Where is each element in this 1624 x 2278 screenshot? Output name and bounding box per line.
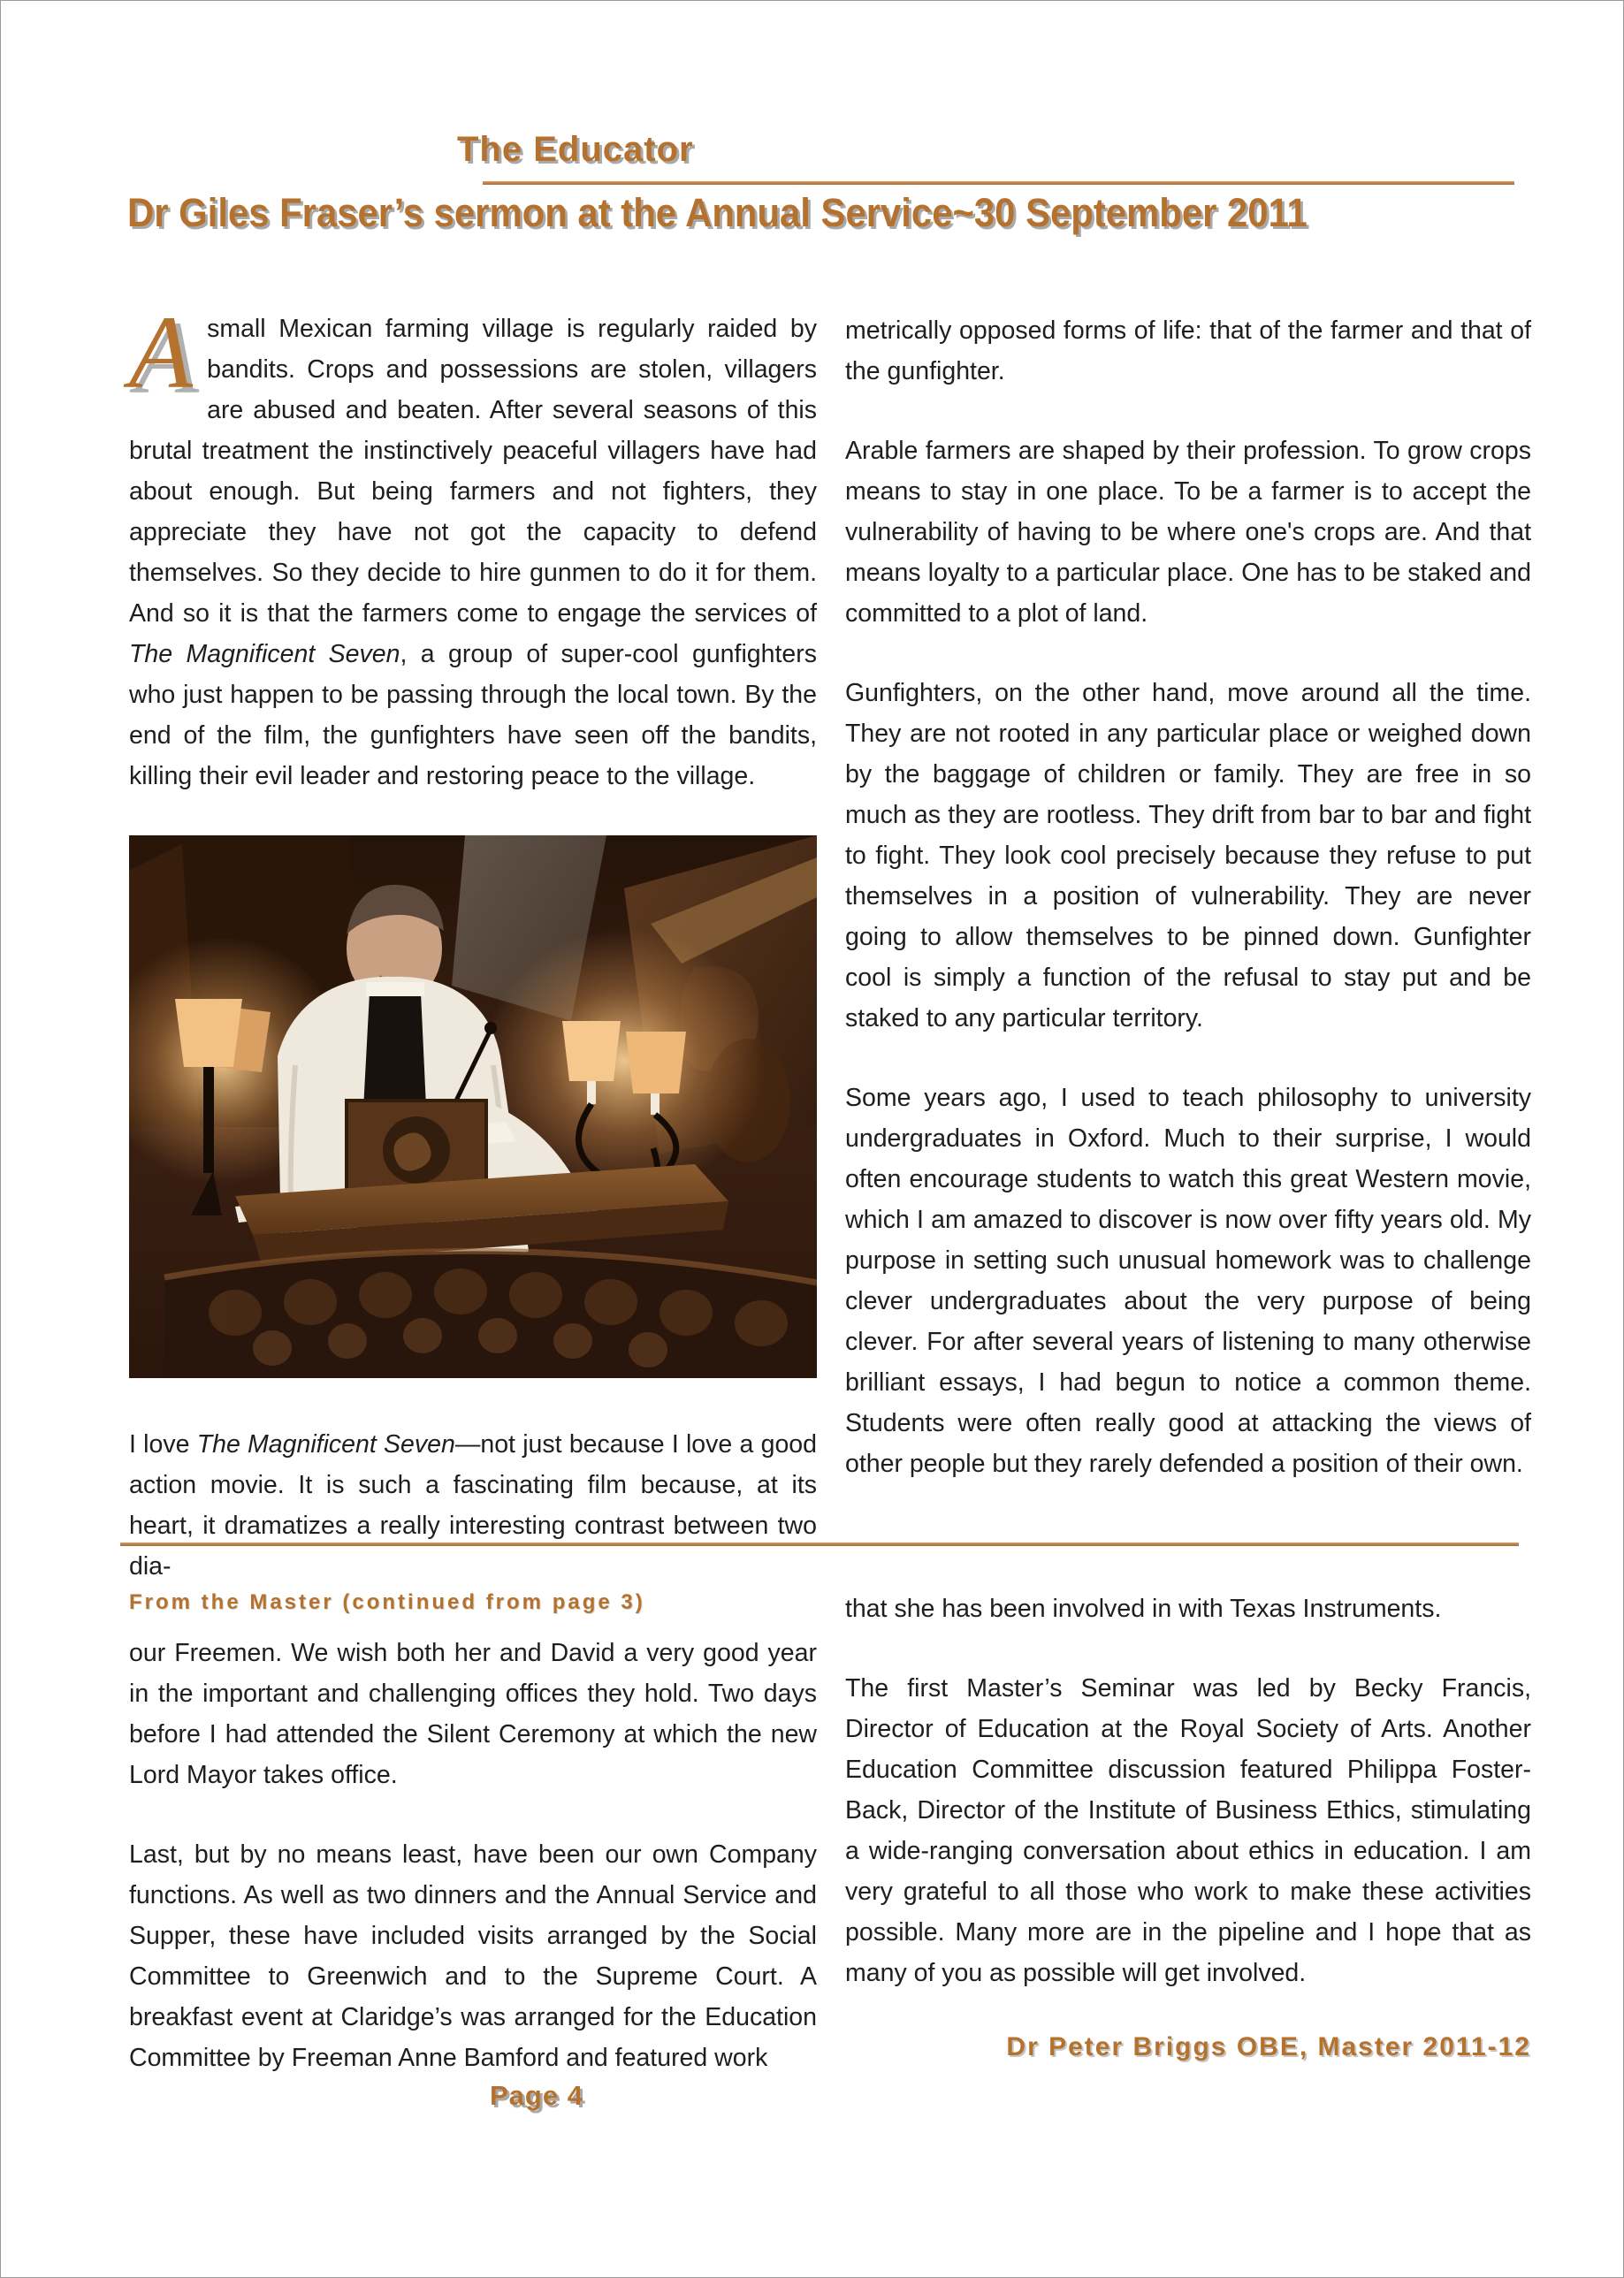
paragraph-opening-text: small Mexican farming village is regularly raided by bandits. Crops and possessions are stolen, villagers are abused and beaten. After several seasons of this brutal treatment the instinctively peaceful villagers have had about enough. But being farmers and not fighters, they appreciate they have not got the capacity to defend themselves. So they decide to hire gunmen to do it for them. And so it is that the farmers come to engage the services of bbox=[129, 315, 817, 628]
article-title: Dr Giles Fraser’s sermon at the Annual Service~30 September 2011 bbox=[127, 190, 1308, 235]
page-number: Page 4 bbox=[490, 2080, 583, 2111]
paragraph-opening bbox=[129, 294, 817, 796]
paragraph-freemen: our Freemen. We wish both her and David a very good year in the important and challenging offices they hold. Two days before I had attended the Silent Ceremony at which the new Lord Mayor takes office. bbox=[129, 1639, 817, 1789]
paragraph-philosophy: Some years ago, I used to teach philosophy to university undergraduates in Oxford. Much to their surprise, I would often encourage students to watch this great Western movie, which I am amazed to discover is now over fifty years old. My purpose in setting such unusual homework was to challenge clever undergraduates about the very purpose of being clever. For after several years of listening to many otherwise brilliant essays, I had begun to notice a common theme. Students were often really good at attacking the views of other people but they rarely defended a position of their own. bbox=[845, 1084, 1531, 1478]
master-signature: Dr Peter Briggs OBE, Master 2011-12 bbox=[1006, 2032, 1531, 2061]
article-column-right bbox=[845, 310, 1531, 1523]
drop-cap: A bbox=[129, 294, 194, 410]
paragraph-metrically: metrically opposed forms of life: that of the farmer and that of the gunfighter. bbox=[845, 316, 1531, 385]
article-column-left bbox=[129, 294, 818, 1626]
paragraph-company-functions: Last, but by no means least, have been our own Company functions. As well as two dinners and the Annual Service and Supper, these have included visits arranged by the Social Committee to Greenwich and to the Supreme Court. A breakfast event at Claridge’s was arranged for the Education Committee by Freeman Anne Bamford and featured work bbox=[129, 1840, 817, 2072]
section-divider-rule bbox=[120, 1543, 1519, 1546]
paragraph-gunfighters: Gunfighters, on the other hand, move around all the time. They are not rooted in any particular place or weighed down by the baggage of children or family. They are free in so much as they are rootless. They drift from bar to bar and fight to fight. They look cool precisely because they refuse to put themselves in a position of vulnerability. They are never going to allow themselves to be pinned down. Gunfighter cool is simply a function of the refusal to stay put and be staked to any particular territory. bbox=[845, 679, 1531, 1032]
master-column-left bbox=[129, 1633, 817, 2117]
master-section-heading: From the Master (continued from page 3) bbox=[129, 1590, 645, 1614]
paragraph-opening-end: , a group of super-cool gunfighters who just happen to be passing through the local town. By the end of the film, the gunfighters have seen off the bandits, killing their evil leader and restoring peace to the village. bbox=[129, 640, 817, 790]
movie-title-italic: The Magnificent Seven bbox=[129, 640, 400, 668]
sermon-photo bbox=[129, 835, 817, 1378]
paragraph-love-film-start: I love bbox=[129, 1430, 197, 1459]
master-column-right bbox=[845, 1589, 1531, 2062]
paragraph-masters-seminar: The first Master’s Seminar was led by Becky Francis, Director of Education at the Royal Society of Arts. Another Education Committee discussion featured Philippa Foster-Back, Director of the Institute of Business Ethics, stimulating a wide-ranging conversation about ethics in education. I am very grateful to all those who work to make these activities possible. Many more are in the pipeline and I hope that as many of you as possible will get involved. bbox=[845, 1674, 1531, 1987]
masthead-rule bbox=[483, 181, 1514, 185]
paragraph-arable-farmers: Arable farmers are shaped by their profession. To grow crops means to stay in one place. To be a farmer is to accept the vulnerability of having to be where one's crops are. And that means loyalty to a particular place. One has to be staked and committed to a plot of land. bbox=[845, 437, 1531, 628]
newsletter-masthead: The Educator bbox=[457, 130, 694, 169]
movie-title-italic-2: The Magnificent Seven bbox=[196, 1430, 455, 1459]
paragraph-love-film bbox=[129, 1424, 817, 1587]
paragraph-love-film-end: —not just because I love a good action movie. It is such a fascinating film because, at its heart, it dramatizes a really interesting contrast between two dia- bbox=[129, 1430, 818, 1581]
paragraph-texas-instruments: that she has been involved in with Texas Instruments. bbox=[845, 1595, 1442, 1623]
